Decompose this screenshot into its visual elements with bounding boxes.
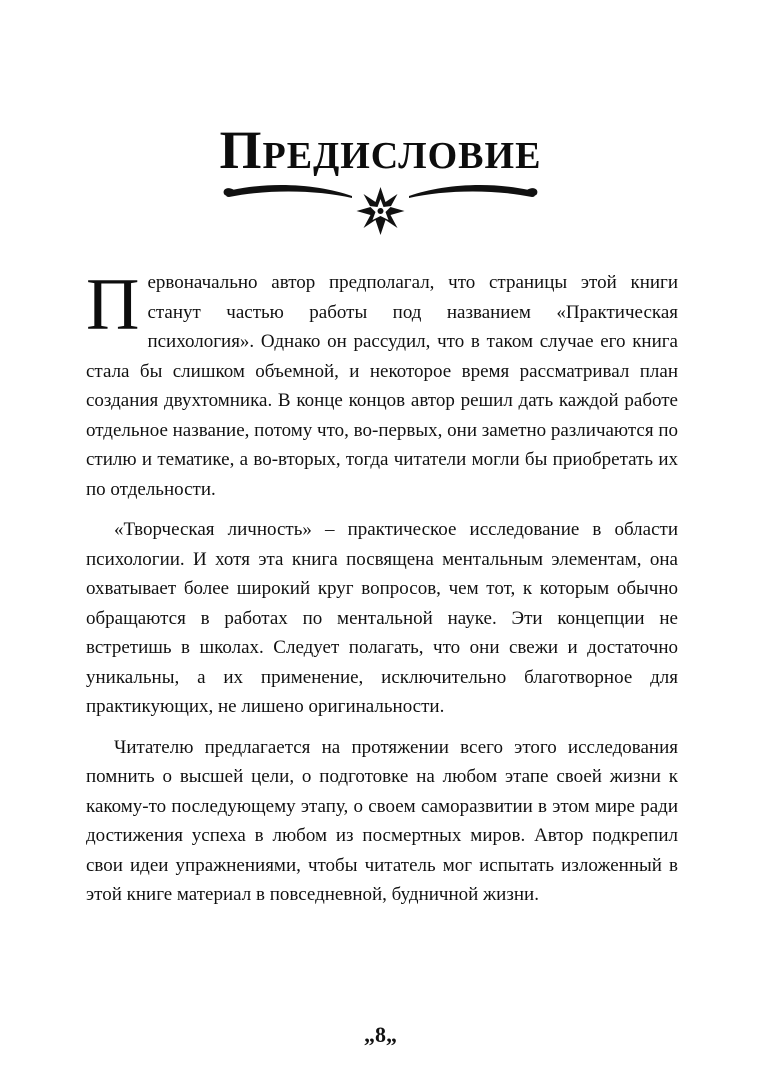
paragraph [86, 264, 679, 504]
page-title: Предисловие [219, 120, 542, 180]
body-text [86, 264, 679, 921]
star-flourish-icon [0, 176, 761, 236]
page-number: „8„ [364, 1022, 397, 1047]
ornament [0, 176, 761, 236]
drop-cap: П [86, 264, 140, 346]
paragraph: «Творческая личность» – практическое исследование в области психологии. И хотя эта книга посвящена ментальным элементам, она охватывает более широкий круг вопросов, чем тот, к которым обычно обращаются в работах по ментальной науке. Эти концепции не встретишь в школах. Следует полагать, что они свежи и достаточно уникальны, а их применение, исключительно благотворное для практикующих, не лишено оригинальности. [86, 519, 678, 717]
paragraph-text: ервоначально автор предполагал, что страницы этой книги станут частью работы под названием «Практическая психология». Однако он рассудил, что в таком случае его книга стала бы слишком объемной, и некоторое время рассматривал план создания двухтомника. В конце концов автор решил дать каждой работе отдельное название, потому что, во-первых, они заметно различаются по стилю и тематике, а во-вторых, тогда читатели могли бы приобретать их по отдельности. [86, 272, 679, 500]
paragraph: Читателю предлагается на протяжении всего этого исследования помнить о высшей цели, о подготовке на любом этапе своей жизни к какому-то последующему этапу, о своем саморазвитии в этом мире ради достижения успеха в любом из посмертных миров. Автор подкрепил свои идеи упражнениями, чтобы читатель мог испытать изложенный в этой книге материал в повседневной, будничной жизни. [86, 736, 678, 905]
